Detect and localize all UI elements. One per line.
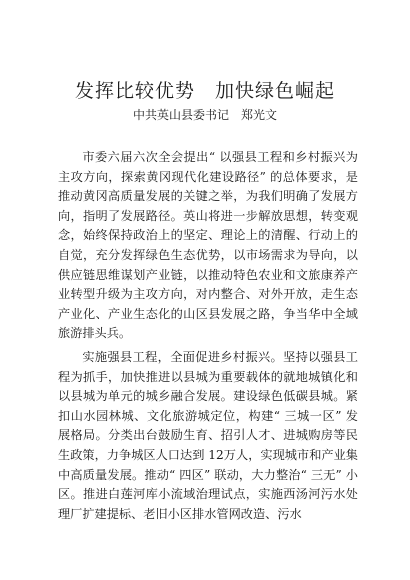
article-title: 发挥比较优势 加快绿色崛起: [74, 80, 335, 102]
article-body: [58, 148, 358, 528]
article-byline: 中共英山县委书记 郑光文: [132, 108, 277, 122]
paragraph: 市委六届六次全会提出“ 以强县工程和乡村振兴为主攻方向，探索黄冈现代化建设路径” 的总体要求，是推动黄冈高质量发展的关键之举，为我们明确了发展方向，指明了发展路径。英山将进一步解放思想，转变观念，始终保持政治上的坚定、理论上的清醒、行动上的自觉，充分发挥绿色生态优势，以市场需求为导向，以供应链思维谋划产业链，以推动特色农业和文旅康养产业转型升级为主攻方向，对内整合、对外开放，走生态产业化、产业生态化的山区县发展之路，争当华中全域旅游排头兵。: [58, 150, 358, 341]
paragraph: 实施强县工程，全面促进乡村振兴。坚持以强县工程为抓手，加快推进以县城为重要载体的就地城镇化和以县城为单元的城乡融合发展。建设绿色低碳县城。紧扣山水园林城、文化旅游城定位，构建“ 三城一区” 发展格局。分类出台鼓励生育、招引人才、进城购房等民生政策，力争城区人口达到 12万人，实现城市和产业集中高质量发展。推动“ 四区” 联动，大力整治“ 三无” 小区。推进白莲河库小流域治理试点，实施西汤河污水处理厂扩建提标、老旧小区排水管网改造、污水: [58, 349, 358, 521]
